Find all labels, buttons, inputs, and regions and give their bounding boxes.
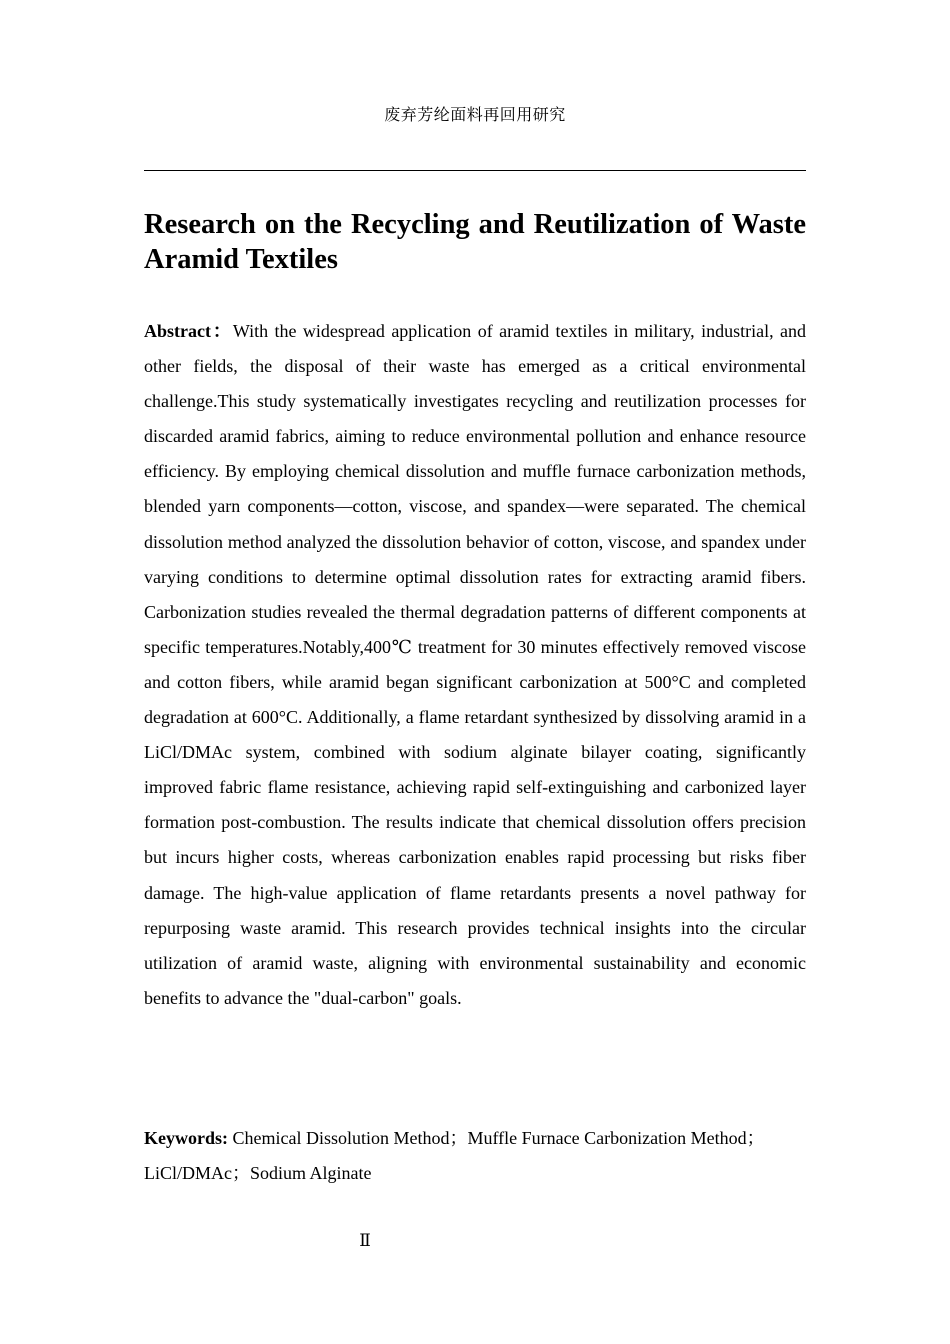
paper-title: Research on the Recycling and Reutilization of Waste Aramid Textiles	[144, 209, 806, 275]
keywords-text: Chemical Dissolution Method；Muffle Furnace Carbonization Method；LiCl/DMAc；Sodium Alginate	[144, 1128, 765, 1183]
keywords-paragraph	[144, 1121, 806, 1191]
running-header: 废弃芳纶面料再回用研究	[384, 105, 566, 124]
abstract-label: Abstract：	[144, 321, 233, 341]
keywords-label: Keywords:	[144, 1128, 228, 1148]
abstract-text: With the widespread application of aramid textiles in military, industrial, and other fields, the disposal of their waste has emerged as a critical environmental challenge.This study systematically investigates recycling and reutilization processes for discarded aramid fabrics, aiming to reduce environmental pollution and enhance resource efficiency. By employing chemical dissolution and muffle furnace carbonization methods, blended yarn components—cotton, viscose, and spandex—were separated. The chemical dissolution method analyzed the dissolution behavior of cotton, viscose, and spandex under varying conditions to determine optimal dissolution rates for extracting aramid fibers. Carbonization studies revealed the thermal degradation patterns of different components at specific temperatures.Notably,400℃ treatment for 30 minutes effectively removed viscose and cotton fibers, while aramid began significant carbonization at 500°C and completed degradation at 600°C. Additionally, a flame retardant synthesized by dissolving aramid in a LiCl/DMAc system, combined with sodium alginate bilayer coating, significantly improved fabric flame resistance, achieving rapid self-extinguishing and carbonized layer formation post-combustion. The results indicate that chemical dissolution offers precision but incurs higher costs, whereas carbonization enables rapid processing but risks fiber damage. The high-value application of flame retardants presents a novel pathway for repurposing waste aramid. This research provides technical insights into the circular utilization of aramid waste, aligning with environmental sustainability and economic benefits to advance the "dual-carbon" goals.	[144, 321, 806, 1008]
abstract-paragraph	[144, 314, 806, 1016]
header-rule	[144, 170, 806, 171]
page-number: Ⅱ	[359, 1231, 371, 1250]
